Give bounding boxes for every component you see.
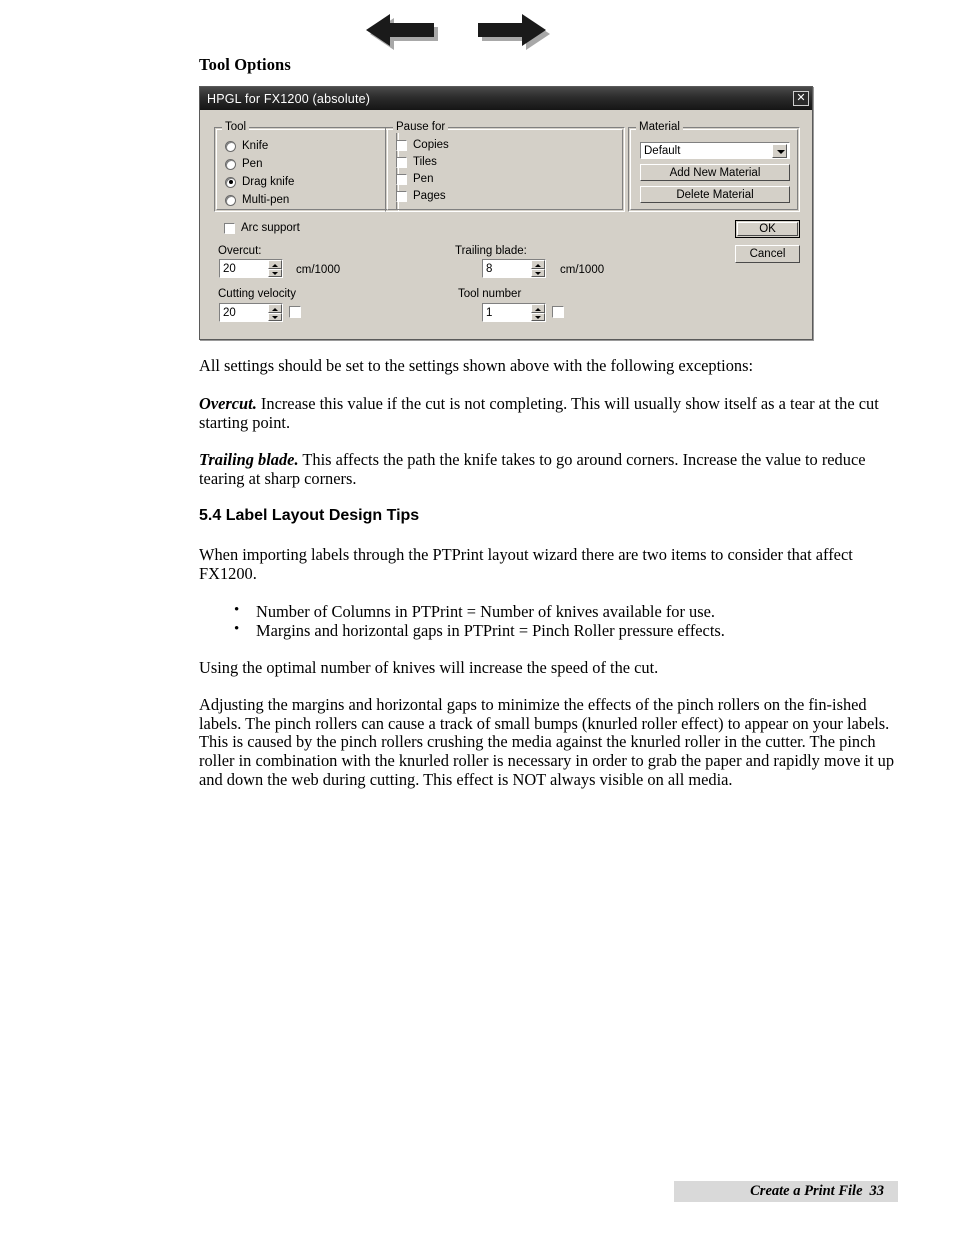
spin-up-icon[interactable] <box>268 304 282 313</box>
hpgl-settings-dialog <box>199 86 813 340</box>
pause-groupbox-title: Pause for <box>393 121 448 133</box>
list-item: • Margins and horizontal gaps in PTPrint = Pinch Roller pressure effects. <box>199 621 899 640</box>
section-heading-5-4: 5.4 Label Layout Design Tips <box>199 507 420 524</box>
trailing-blade-text: This affects the path the knife takes to go around corners. Increase the value to reduce tearing at sharp corners. <box>199 450 866 488</box>
checkbox-tiles[interactable] <box>396 156 437 168</box>
close-icon[interactable]: ✕ <box>793 91 809 106</box>
list-item: • Number of Columns in PTPrint = Number of knives available for use. <box>199 602 899 621</box>
design-tips-list <box>199 602 899 640</box>
radio-icon <box>225 141 236 152</box>
overcut-unit: cm/1000 <box>296 264 341 276</box>
spin-up-icon[interactable] <box>531 304 545 313</box>
tool-number-checkbox[interactable] <box>552 306 564 318</box>
radio-icon-selected <box>225 177 236 188</box>
radio-label: Knife <box>242 140 269 152</box>
page-title: Tool Options <box>199 55 291 74</box>
tool-number-spin-buttons[interactable] <box>531 304 545 321</box>
material-select-value: Default <box>644 144 681 157</box>
paragraph-importing: When importing labels through the PTPrint layout wizard there are two items to consider that affect FX1200. <box>199 545 853 583</box>
dialog-title: HPGL for FX1200 (absolute) <box>207 91 371 106</box>
material-select[interactable] <box>640 142 790 159</box>
dialog-titlebar <box>200 87 812 110</box>
checkbox-icon <box>224 223 235 234</box>
ok-button[interactable] <box>735 220 800 238</box>
spin-up-icon[interactable] <box>268 260 282 269</box>
checkbox-icon <box>396 174 407 185</box>
trailing-blade-value[interactable]: 8 <box>486 262 493 275</box>
spin-down-icon[interactable] <box>531 313 545 322</box>
dialog-body <box>200 110 812 339</box>
checkbox-pen[interactable] <box>396 173 433 185</box>
radio-drag-knife[interactable] <box>225 176 294 188</box>
paragraph-adjusting-margins: Adjusting the margins and horizontal gaps to minimize the effects of the pinch rollers on the fin-ished labels. The pinch rollers can cause a track of small bumps (knurled roller effect) to appear on your labels. This is caused by the pinch rollers crushing the media against the knurled roller in the cutter. The pinch roller in combination with the knurled roller is necessary in order to grab the paper and rapidly move it up and down the web during cutting. This effect is NOT always visible on all media. <box>199 695 895 789</box>
overcut-text: Increase this value if the cut is not completing. This will usually show itself as a tear at the cut starting point. <box>199 394 879 432</box>
page-navigation <box>360 8 560 54</box>
tool-groupbox <box>214 121 399 212</box>
paragraph-intro: All settings should be set to the settings shown above with the following exceptions: <box>199 356 754 375</box>
cutting-velocity-label: Cutting velocity <box>218 288 296 300</box>
cancel-label: Cancel <box>749 248 786 260</box>
radio-icon <box>225 159 236 170</box>
paragraph-trailing-blade <box>199 451 899 488</box>
trailing-blade-spin-buttons[interactable] <box>531 260 545 277</box>
radio-label: Drag knife <box>242 176 295 188</box>
checkbox-copies[interactable] <box>396 139 449 151</box>
overcut-spin-buttons[interactable] <box>268 260 282 277</box>
tool-number-stepper[interactable] <box>482 303 546 322</box>
cutting-velocity-value[interactable]: 20 <box>223 306 236 319</box>
paragraph-optimal-knives: Using the optimal number of knives will increase the speed of the cut. <box>199 658 659 677</box>
paragraph-overcut <box>199 395 899 432</box>
checkbox-icon <box>396 157 407 168</box>
add-new-material-label: Add New Material <box>669 166 761 179</box>
delete-material-button[interactable] <box>640 186 790 203</box>
radio-label: Pen <box>242 158 263 170</box>
radio-multi-pen[interactable] <box>225 194 289 206</box>
pause-for-groupbox <box>385 121 625 212</box>
next-page-arrow[interactable] <box>472 8 550 52</box>
tool-number-label: Tool number <box>458 288 522 300</box>
checkbox-icon <box>396 191 407 202</box>
checkbox-label: Pen <box>413 173 434 185</box>
overcut-label: Overcut: <box>218 245 262 257</box>
tool-number-value[interactable]: 1 <box>486 306 493 319</box>
cutting-velocity-spin-buttons[interactable] <box>268 304 282 321</box>
checkbox-arc-support[interactable] <box>224 222 300 234</box>
trailing-blade-unit: cm/1000 <box>560 264 605 276</box>
spin-down-icon[interactable] <box>268 313 282 322</box>
add-new-material-button[interactable] <box>640 164 790 181</box>
radio-label: Multi-pen <box>242 194 290 206</box>
overcut-stepper[interactable] <box>219 259 283 278</box>
cutting-velocity-checkbox[interactable] <box>289 306 301 318</box>
checkbox-label: Arc support <box>241 222 300 234</box>
previous-page-arrow[interactable] <box>360 8 438 52</box>
trailing-blade-label: Trailing blade: <box>455 245 527 257</box>
page-number: 33 <box>869 1183 884 1199</box>
material-groupbox-title: Material <box>636 121 683 133</box>
material-groupbox <box>628 121 800 212</box>
tool-groupbox-title: Tool <box>222 121 249 133</box>
checkbox-label: Tiles <box>413 156 437 168</box>
cutting-velocity-stepper[interactable] <box>219 303 283 322</box>
radio-icon <box>225 195 236 206</box>
trailing-blade-stepper[interactable] <box>482 259 546 278</box>
trailing-blade-term: Trailing blade. <box>199 450 299 469</box>
footer-title: Create a Print File <box>750 1183 863 1199</box>
ok-label: OK <box>759 223 776 235</box>
spin-down-icon[interactable] <box>268 269 282 278</box>
radio-knife[interactable] <box>225 140 268 152</box>
overcut-term: Overcut. <box>199 394 257 413</box>
cancel-button[interactable] <box>735 245 800 263</box>
page-footer <box>674 1181 898 1202</box>
spin-down-icon[interactable] <box>531 269 545 278</box>
radio-pen[interactable] <box>225 158 262 170</box>
checkbox-label: Copies <box>413 139 449 151</box>
checkbox-label: Pages <box>413 190 446 202</box>
spin-up-icon[interactable] <box>531 260 545 269</box>
checkbox-pages[interactable] <box>396 190 446 202</box>
chevron-down-icon[interactable] <box>772 144 787 158</box>
checkbox-icon <box>396 140 407 151</box>
delete-material-label: Delete Material <box>676 188 754 201</box>
overcut-value[interactable]: 20 <box>223 262 236 275</box>
